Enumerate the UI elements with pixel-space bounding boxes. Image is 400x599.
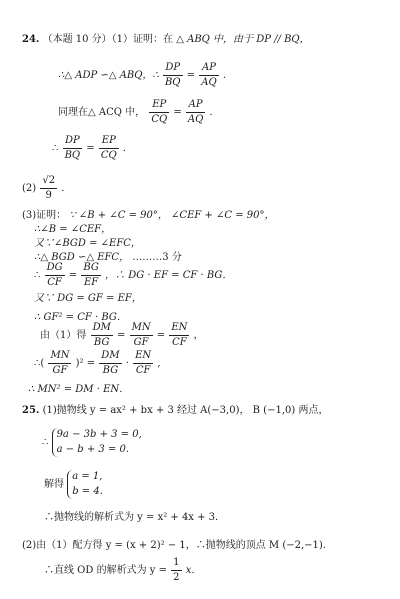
q24-part3-l9: ∴ MN² = DM · EN． xyxy=(28,384,130,395)
q24-header: 24. （本题 10 分）（1）证明：在 △ ABQ 中，由于 DP // BQ， xyxy=(22,34,310,45)
q24-part3-l3: ∴△ BGD ∽△ EFC， ………3 分 xyxy=(34,252,182,263)
q24-part3-l7: 由（1）得 $\frac{DM}{BG}$ = $\frac{MN}{GF}$ = $\frac{EN}{CF}$ ， xyxy=(40,322,204,348)
q24-conclusion: ∴ $\frac{DP}{BQ}$ = $\frac{EP}{CQ}$ ． xyxy=(52,135,133,161)
q25-result: ∴抛物线的解析式为 y = x² + 4x + 3． xyxy=(44,512,226,523)
q24-part3-l1: ∴∠B = ∠CEF， xyxy=(34,224,112,235)
q24-part3-l4: ∴ $\frac{DG}{CF}$ = $\frac{BG}{EF}$ ，∴ DG · EF = CF · BG． xyxy=(34,262,233,288)
q25-part2: (2)由（1）配方得 y = (x + 2)² − 1，∴抛物线的顶点 M (−2,−1). xyxy=(22,540,326,551)
q25-part1: 25. (1)抛物线 y = ax² + bx + 3 经过 A(−3,0)， B (−1,0) 两点， xyxy=(22,405,329,416)
q25-od-line: ∴直线 OD 的解析式为 y = $\frac{1}{2}$ x． xyxy=(44,557,202,583)
q24-part3-l6: ∴ GF² = CF · BG． xyxy=(34,312,127,323)
q24-part3-l5: 又∵ DG = GF = EF， xyxy=(34,293,142,304)
q24-acq-line: 同理在△ ACQ 中， $\frac{EP}{CQ}$ = $\frac{AP}{AQ}$ ． xyxy=(58,99,220,125)
q24-part2: (2) $\frac{√2}{9}$ ． xyxy=(22,175,72,201)
q25-system2: 解得 a = 1, b = 4. xyxy=(44,470,103,499)
q24-part3-l8: ∴( $\frac{MN}{GF}$ )² = $\frac{DM}{BG}$ · $\frac{EN}{CF}$ , xyxy=(34,350,161,376)
q25-system1: ∴ 9a − 3b + 3 = 0, a − b + 3 = 0. xyxy=(42,428,142,457)
q24-similar-line: ∴△ ADP ∽△ ABQ，∴ $\frac{DP}{BQ}$ = $\frac{AP}{AQ}$ . xyxy=(58,62,227,88)
q24-part3-cond: (3)证明： ∵ ∠B + ∠C = 90°， ∠CEF + ∠C = 90°， xyxy=(22,210,275,221)
q24-part3-l2: 又∵∠BGD = ∠EFC， xyxy=(34,238,141,249)
